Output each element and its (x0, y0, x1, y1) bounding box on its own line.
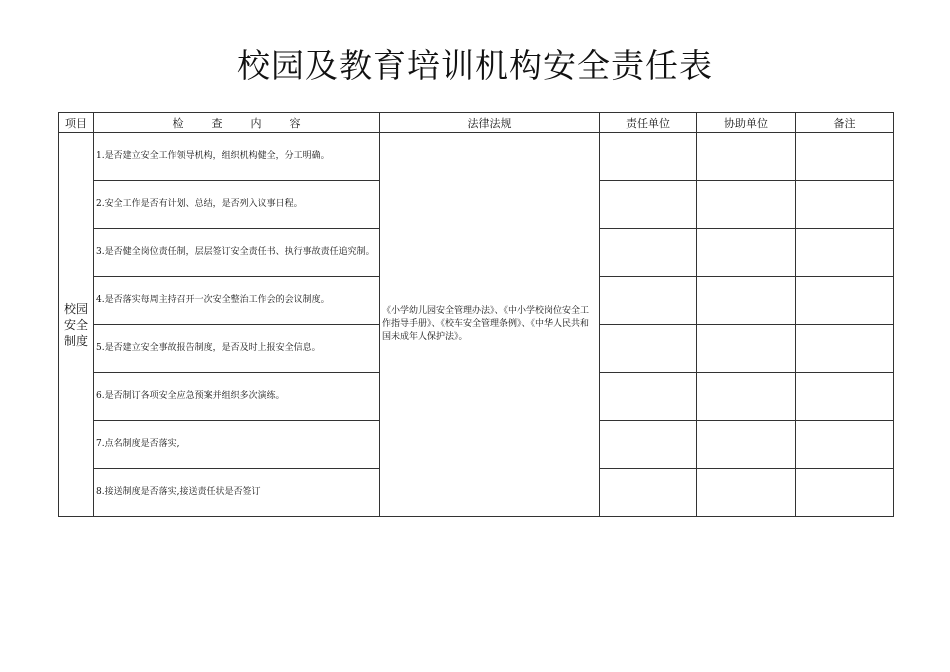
check-item: 6.是否制订各项安全应急预案并组织多次演练。 (94, 373, 380, 421)
remarks-cell (796, 421, 894, 469)
header-responsible: 责任单位 (600, 113, 697, 133)
check-item: 8.接送制度是否落实,接送责任状是否签订 (94, 469, 380, 517)
check-item: 5.是否建立安全事故报告制度，是否及时上报安全信息。 (94, 325, 380, 373)
check-item: 1.是否建立安全工作领导机构，组织机构健全，分工明确。 (94, 133, 380, 181)
header-category: 项目 (59, 113, 94, 133)
responsible-cell (600, 421, 697, 469)
check-item: 2.安全工作是否有计划、总结，是否列入议事日程。 (94, 181, 380, 229)
header-law: 法律法规 (380, 113, 600, 133)
assist-cell (697, 277, 796, 325)
remarks-cell (796, 373, 894, 421)
header-assist: 协助单位 (697, 113, 796, 133)
assist-cell (697, 421, 796, 469)
assist-cell (697, 229, 796, 277)
check-item: 3.是否健全岗位责任制，层层签订安全责任书、执行事故责任追究制。 (94, 229, 380, 277)
remarks-cell (796, 469, 894, 517)
check-item: 4.是否落实每周主持召开一次安全整治工作会的会议制度。 (94, 277, 380, 325)
category-cell (59, 133, 94, 517)
header-content-char: 查 (211, 116, 223, 130)
assist-cell (697, 181, 796, 229)
header-remarks: 备注 (796, 113, 894, 133)
header-content (94, 113, 380, 133)
responsible-cell (600, 277, 697, 325)
responsible-cell (600, 373, 697, 421)
remarks-cell (796, 229, 894, 277)
law-cell: 《小学幼儿园安全管理办法》、《中小学校岗位安全工作指导手册》、《校车安全管理条例》、《中华人民共和国未成年人保护法》。 (380, 133, 600, 517)
header-row (59, 113, 894, 133)
responsible-cell (600, 181, 697, 229)
safety-responsibility-table (58, 112, 894, 517)
remarks-cell (796, 133, 894, 181)
remarks-cell (796, 277, 894, 325)
category-label: 校园安全制度 (63, 301, 88, 348)
responsible-cell (600, 325, 697, 373)
remarks-cell (796, 181, 894, 229)
assist-cell (697, 373, 796, 421)
responsible-cell (600, 469, 697, 517)
assist-cell (697, 469, 796, 517)
header-content-char: 容 (289, 116, 301, 130)
header-content-char: 内 (250, 116, 262, 130)
header-content-char: 检 (172, 116, 184, 130)
responsible-cell (600, 229, 697, 277)
assist-cell (697, 325, 796, 373)
responsible-cell (600, 133, 697, 181)
remarks-cell (796, 325, 894, 373)
table-row (59, 133, 894, 181)
check-item: 7.点名制度是否落实, (94, 421, 380, 469)
assist-cell (697, 133, 796, 181)
page-title: 校园及教育培训机构安全责任表 (237, 46, 713, 85)
